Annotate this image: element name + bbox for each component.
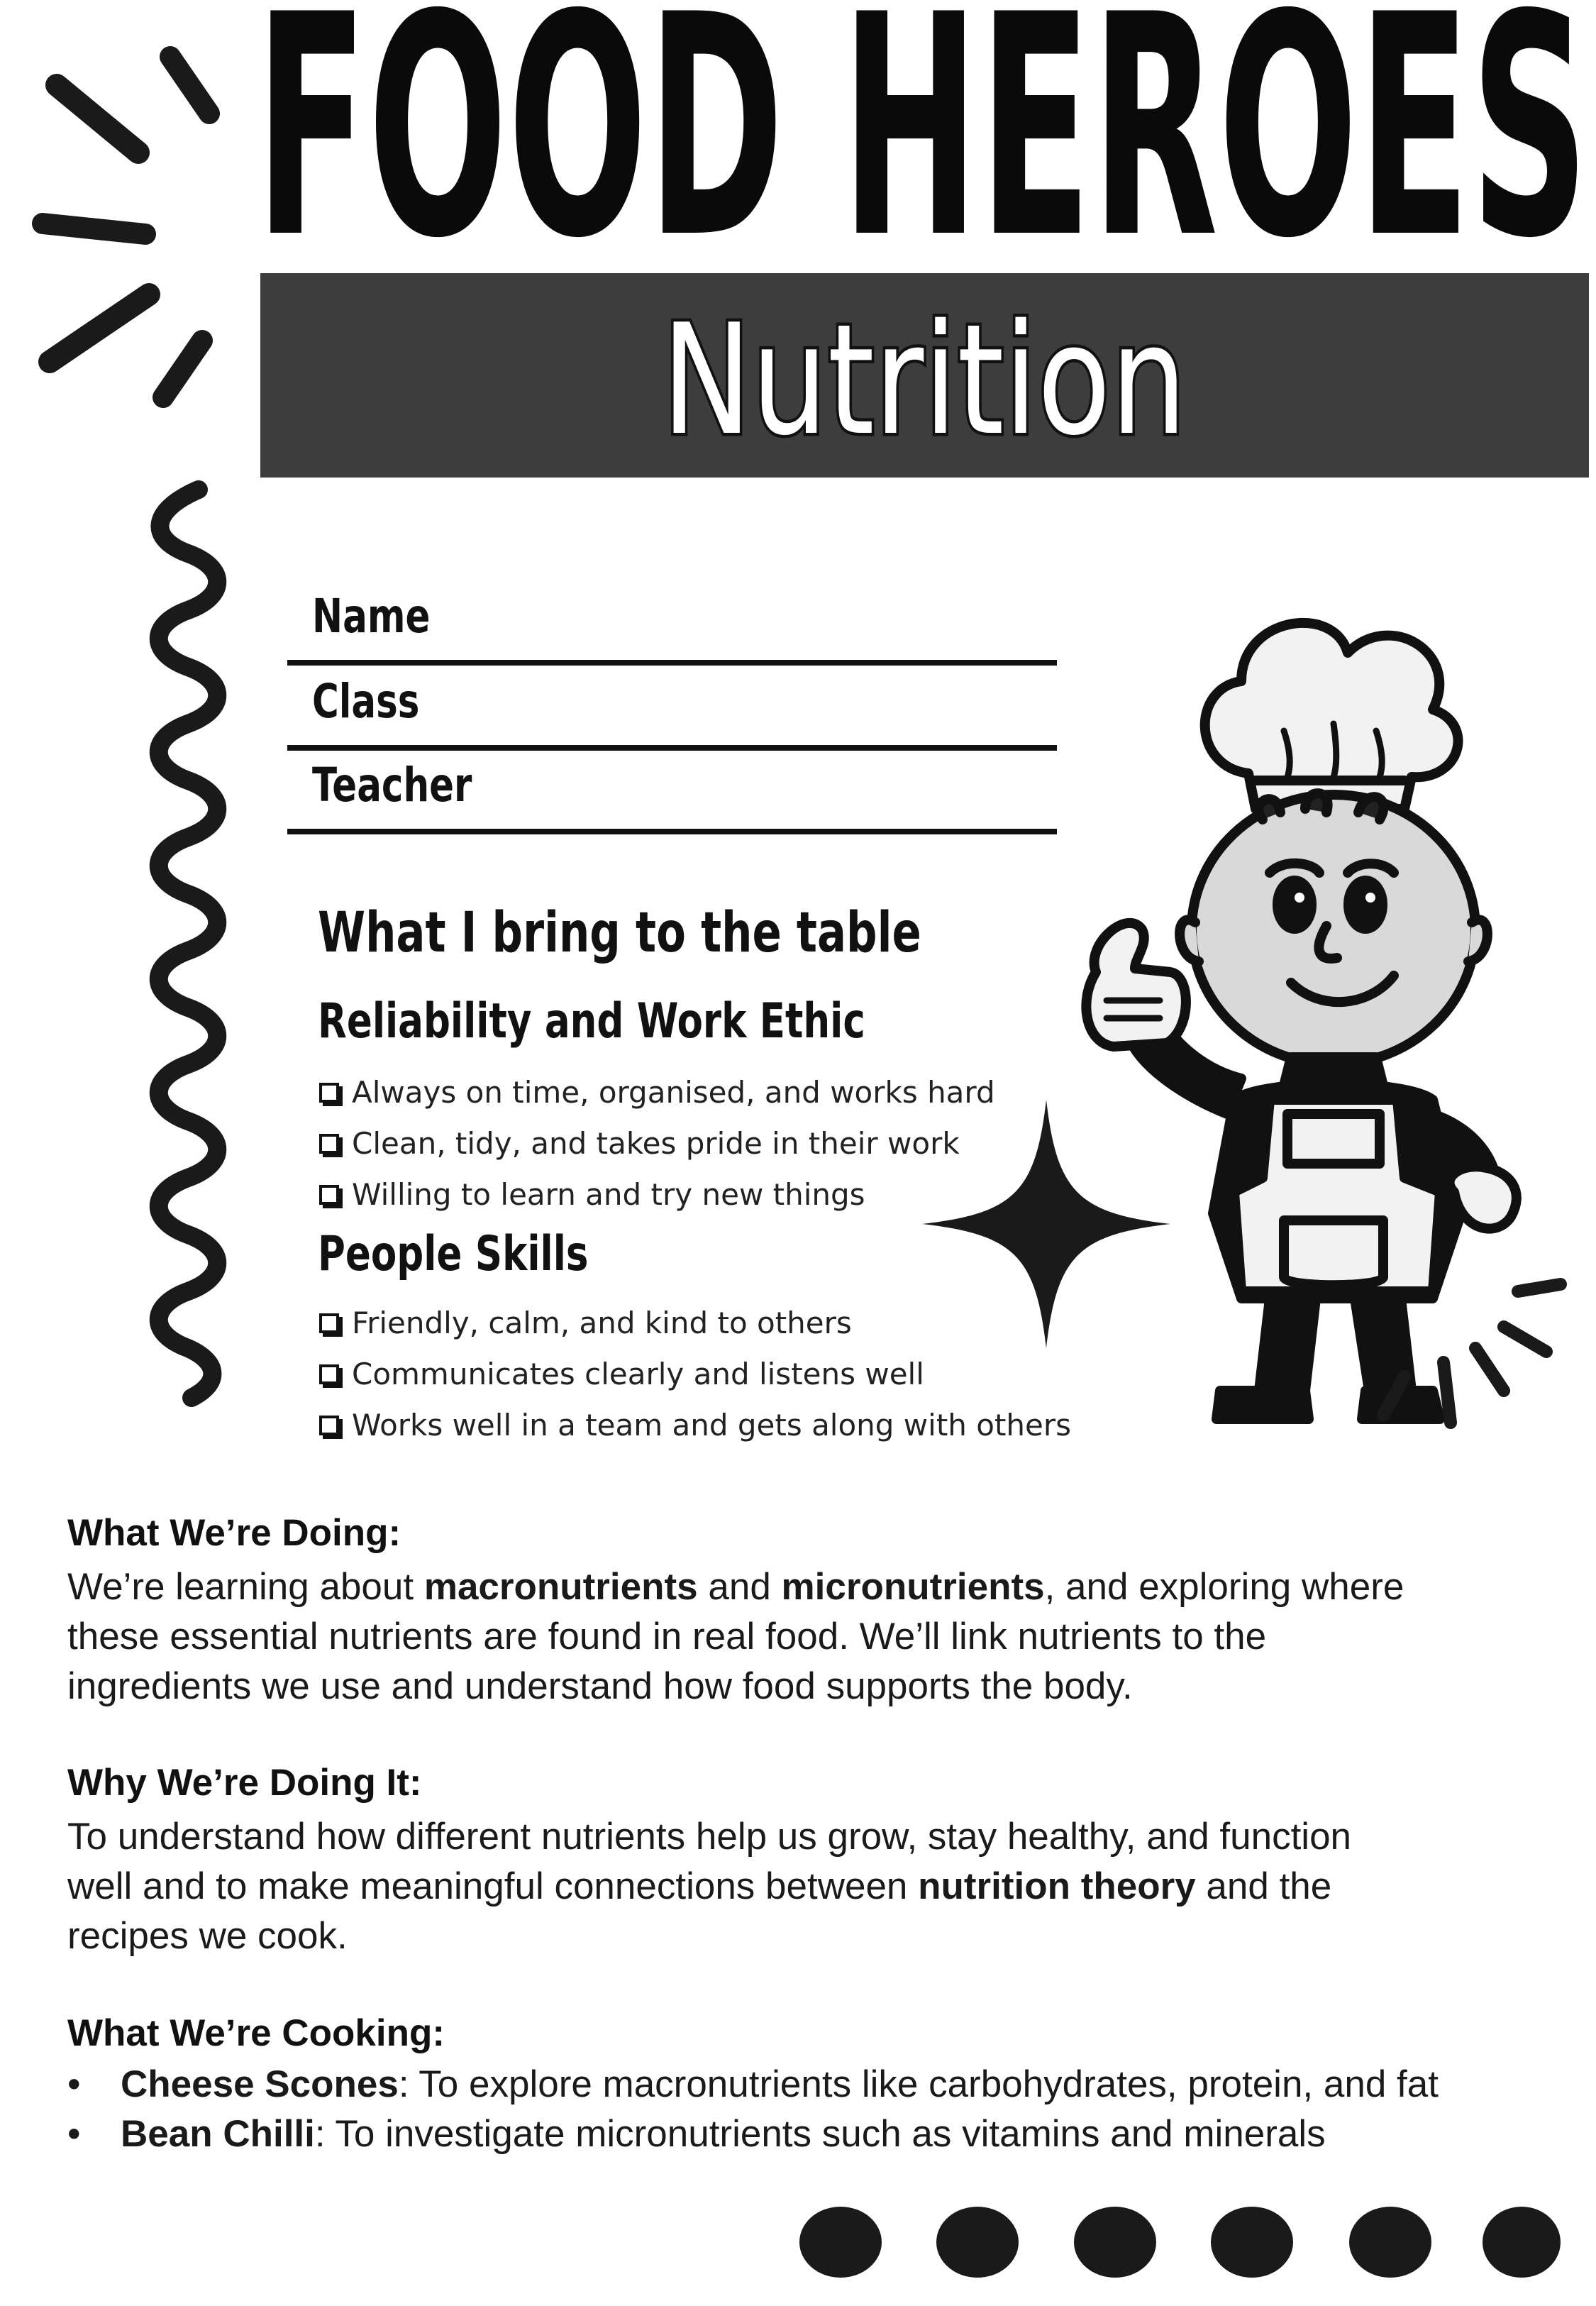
checklist-item-label: Willing to learn and try new things — [352, 1177, 865, 1212]
checklist-item-label: Works well in a team and gets along with others — [352, 1408, 1072, 1442]
checkbox[interactable] — [319, 1134, 339, 1154]
cooking-heading: What We’re Cooking: — [67, 2012, 445, 2054]
why-line-2: well and to make meaningful connections between nutrition theory and the — [67, 1865, 1332, 1907]
checklist-item[interactable] — [319, 1306, 852, 1340]
checkbox[interactable] — [319, 1416, 339, 1435]
why-heading: Why We’re Doing It: — [67, 1762, 422, 1804]
checkbox[interactable] — [319, 1083, 339, 1103]
burst-decoration-icon — [21, 28, 234, 426]
svg-text:FOOD HEROES: FOOD HEROES — [255, 0, 1589, 255]
why-line-1: To understand how different nutrients help us grow, stay healthy, and function — [67, 1816, 1352, 1858]
why-paragraph — [67, 1812, 1557, 1961]
doing-paragraph — [67, 1562, 1557, 1711]
checklist-item-label: Communicates clearly and listens well — [352, 1357, 924, 1391]
dots-decoration-icon — [787, 2200, 1575, 2285]
cooking-list-item: • Cheese Scones: To explore macronutrients like carbohydrates, protein, and fat — [67, 2063, 1439, 2105]
doing-line-2: these essential nutrients are found in real food. We’ll link nutrients to the — [67, 1616, 1267, 1657]
name-field-label: Name — [312, 589, 431, 644]
checklist-item[interactable] — [319, 1075, 995, 1110]
checkbox[interactable] — [319, 1313, 339, 1333]
checklist-item-label: Clean, tidy, and takes pride in their work — [352, 1126, 960, 1161]
wavy-line-decoration-icon — [135, 475, 241, 1419]
doing-line-1: We’re learning about macronutrients and micronutrients, and exploring where — [67, 1566, 1404, 1608]
checklist-item[interactable] — [319, 1177, 865, 1212]
skills-heading: What I bring to the table — [318, 901, 921, 965]
why-line-3: recipes we cook. — [67, 1915, 348, 1957]
doing-line-3: ingredients we use and understand how food supports the body. — [67, 1665, 1133, 1707]
teacher-field-line[interactable] — [287, 829, 1057, 834]
checklist-item[interactable] — [319, 1357, 924, 1391]
checklist-item[interactable] — [319, 1126, 960, 1161]
checkbox[interactable] — [319, 1185, 339, 1205]
page-subtitle — [260, 273, 1589, 478]
teacher-field-label: Teacher — [312, 758, 472, 812]
class-field-label: Class — [312, 674, 420, 729]
skills-group-title: People Skills — [318, 1226, 589, 1282]
skills-group-title: Reliability and Work Ethic — [318, 993, 865, 1049]
checklist-item-label: Always on time, organised, and works hard — [352, 1075, 995, 1110]
svg-text:Nutrition: Nutrition — [662, 291, 1187, 469]
cooking-list-item: • Bean Chilli: To investigate micronutrients such as vitamins and minerals — [67, 2113, 1326, 2155]
page-title — [255, 0, 1589, 255]
chef-mascot-illustration-icon — [1036, 575, 1575, 1462]
checklist-item-label: Friendly, calm, and kind to others — [352, 1306, 852, 1340]
class-field-line[interactable] — [287, 745, 1057, 751]
doing-heading: What We’re Doing: — [67, 1512, 401, 1554]
checklist-item[interactable] — [319, 1408, 1071, 1442]
checkbox[interactable] — [319, 1364, 339, 1384]
name-field-line[interactable] — [287, 660, 1057, 666]
